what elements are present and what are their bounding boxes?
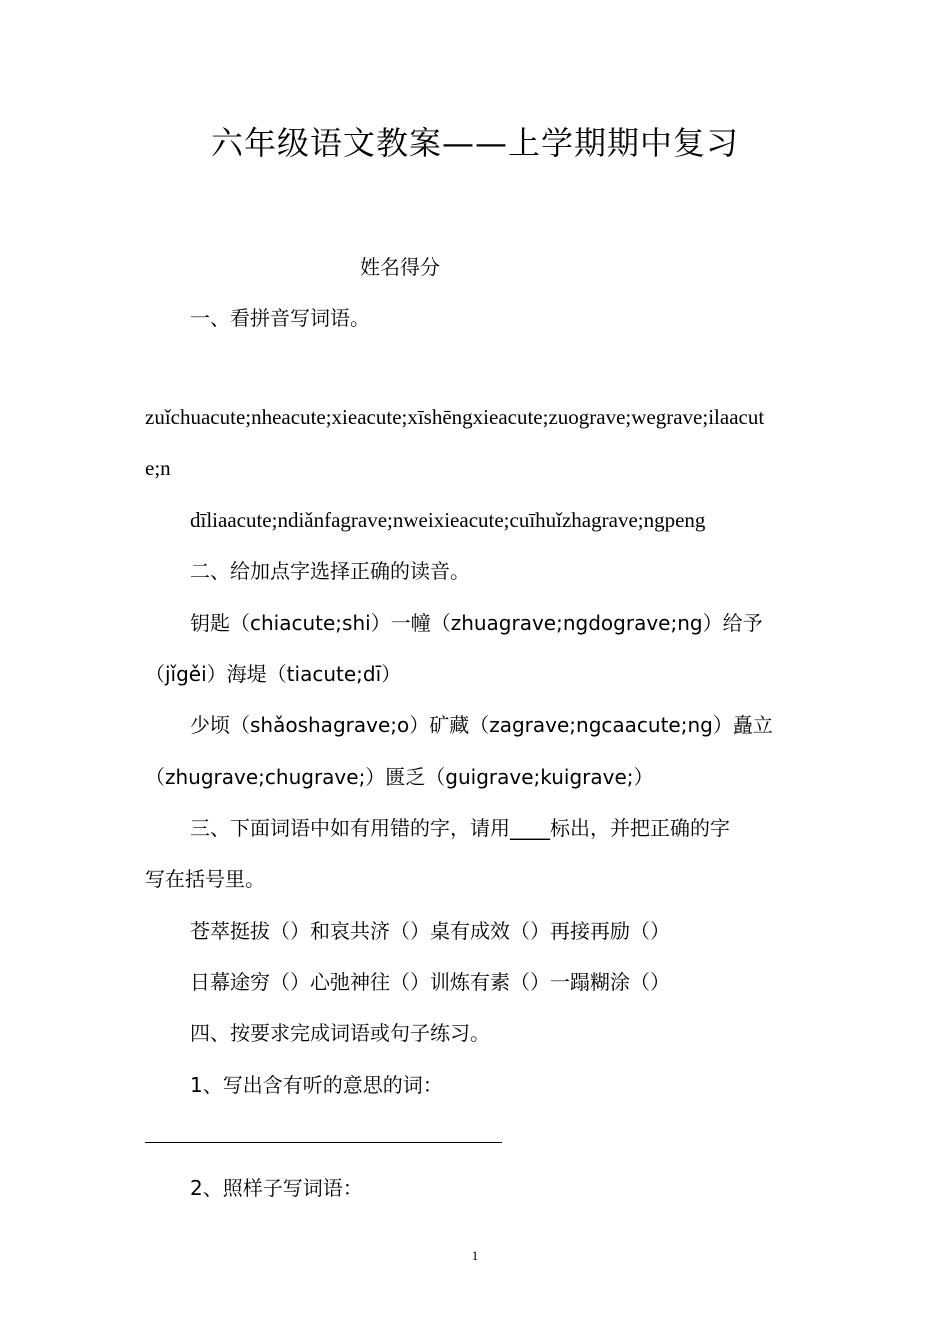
pinyin-line-2: e;n xyxy=(145,456,171,480)
name-score-line: 姓名得分 xyxy=(360,255,440,279)
section3-line-3: 苍萃挺拔（）和哀共济（）桌有成效（）再接再励（） xyxy=(190,919,670,943)
section3-line-2: 写在括号里。 xyxy=(145,867,265,891)
pinyin-line-3: dīliaacute;ndiǎnfagrave;nweixieacute;cuīhuǐzhagrave;ngpeng xyxy=(190,508,706,532)
question-2: 2、照样子写词语： xyxy=(190,1176,363,1200)
answer-blank-line[interactable] xyxy=(145,1142,502,1143)
section1-heading: 一、看拼音写词语。 xyxy=(190,306,370,330)
section2-line-3: 少顷（shǎoshagrave;o）矿藏（zagrave;ngcaacute;ng）矗立 xyxy=(190,713,773,737)
section2-line-1: 钥匙（chiacute;shi）一幢（zhuagrave;ngdograve;ng）给予 xyxy=(190,611,763,635)
pinyin-line-1: zuǐchuacute;nheacute;xieacute;xīshēngxieacute;zuograve;wegrave;ilaacut xyxy=(145,405,765,429)
section2-line-2: （jǐgěi）海堤（tiacute;dī） xyxy=(145,662,402,686)
document-title: 六年级语文教案——上学期期中复习 xyxy=(210,124,739,162)
section3-line-4: 日幕途穷（）心弛神往（）训炼有素（）一蹋糊涂（） xyxy=(190,970,670,994)
section2-heading: 二、给加点字选择正确的读音。 xyxy=(190,559,470,583)
page-number: 1 xyxy=(471,1248,479,1263)
question-1: 1、写出含有听的意思的词： xyxy=(190,1073,443,1097)
section4-heading: 四、按要求完成词语或句子练习。 xyxy=(190,1021,490,1045)
section2-line-4: （zhugrave;chugrave;）匮乏（guigrave;kuigrave;） xyxy=(145,765,654,789)
section3-line-1: 三、下面词语中如有用错的字，请用____标出，并把正确的字 xyxy=(190,816,730,840)
